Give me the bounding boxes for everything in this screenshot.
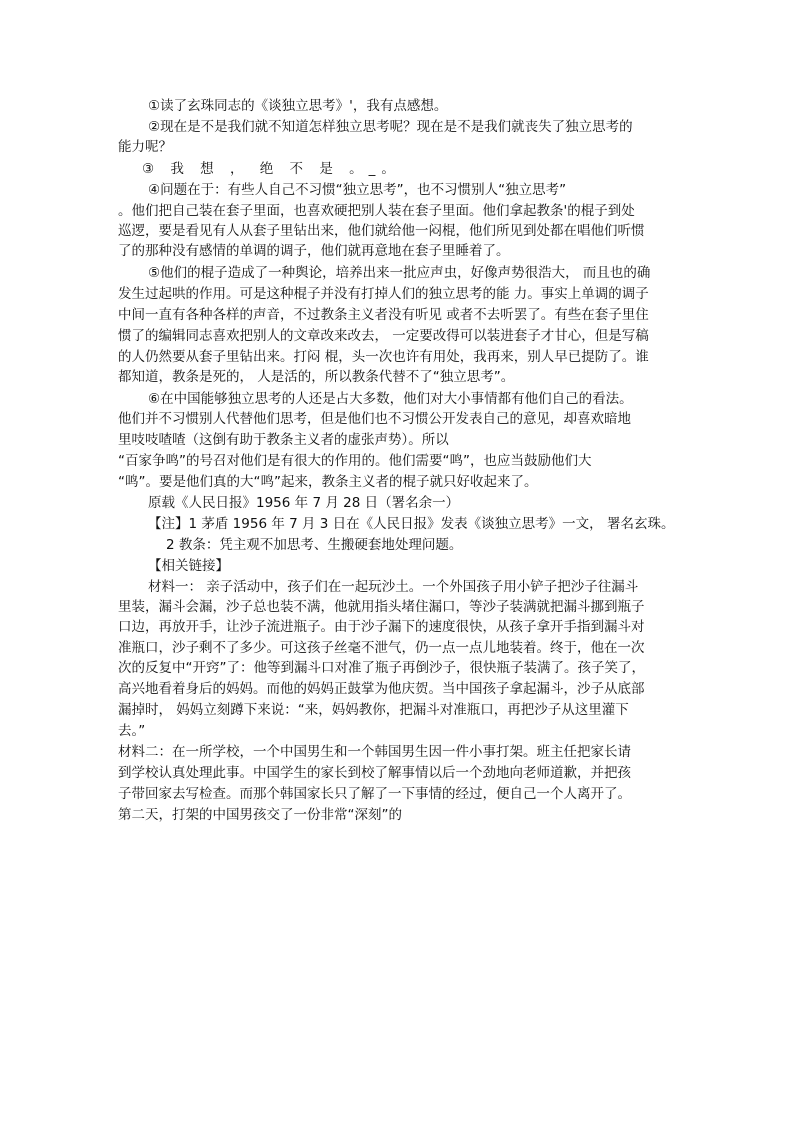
- material-1-line-3: 口边，再放开手，让沙子流进瓶子。由于沙子漏下的速度很快，从孩子拿开手指到漏斗对: [118, 619, 645, 635]
- paragraph-3-line-1: ③ 我 想 ， 绝 不 是 。_。: [142, 161, 401, 177]
- paragraph-6-line-2: 他们并不习惯别人代替他们思考，但是他们也不习惯公开发表自己的意见，却喜欢暗地: [118, 411, 631, 427]
- material-2-line-3: 第二天，打架的中国男孩交了一份非常“深刻”的: [118, 807, 402, 823]
- paragraph-5-line-6: 都知道，教条是死的， 人是活的，所以教条代替不了“独立思考”。: [118, 369, 515, 385]
- paragraph-4-line-3: 巡逻，要是看见有人从套子里钻出来，他们就给他一闷棍，他们所见到处都在唱他们听惯: [118, 223, 645, 239]
- paragraph-5-line-4: 惯了的编辑同志喜欢把别人的文章改来改去， 一定要改得可以装进套子才甘心，但是写稿: [118, 328, 649, 344]
- material-1-line-5: 次的反复中“开窍”了：他等到漏斗口对准了瓶子再倒沙子，很快瓶子装满了。孩子笑了，: [118, 660, 645, 676]
- material-1-line-9: 材料二：在一所学校，一个中国男生和一个韩国男生因一件小事打架。班主任把家长请: [118, 744, 631, 760]
- material-2-line-2: 子带回家去写检查。而那个韩国家长只了解了一下事情的经过，便自己一个人离开了。: [118, 786, 631, 802]
- paragraph-1-line-1: ①读了玄珠同志的《谈独立思考》'，我有点感想。: [148, 98, 448, 114]
- material-1-line-6: 高兴地看着身后的妈妈。而他的妈妈正鼓掌为他庆贺。当中国孩子拿起漏斗，沙子从底部: [118, 681, 645, 697]
- footnote-2: 2 教条：凭主观不加思考、生搬硬套地处理问题。: [166, 537, 463, 553]
- paragraph-6-line-5: “鸣”。要是他们真的大“鸣”起来，教条主义者的棍子就只好收起来了。: [118, 474, 538, 490]
- paragraph-5-line-1: ⑤他们的棍子造成了一种舆论，培养出来一批应声虫，好像声势很浩大， 而且也的确: [148, 265, 651, 281]
- paragraph-2-line-2: 能力呢？: [118, 139, 172, 155]
- material-1-line-2: 里装，漏斗会漏，沙子总也装不满，他就用指头堵住漏口，等沙子装满就把漏斗挪到瓶子: [118, 599, 645, 615]
- paragraph-4-line-2: 。他们把自己装在套子里面，也喜欢硬把别人装在套子里面。他们拿起教条'的棍子到处: [118, 203, 635, 219]
- paragraph-4-line-1: ④问题在于：有些人自己不习惯“独立思考”，也不习惯别人“独立思考”: [148, 182, 567, 198]
- material-1-line-8: 去。”: [118, 723, 146, 739]
- paragraph-6-line-4: “百家争鸣”的号召对他们是有很大的作用的。他们需要“鸣”，也应当鼓励他们大: [118, 453, 592, 469]
- paragraph-4-line-4: 了的那种没有感情的单调的调子，他们就再意地在套子里睡着了。: [118, 243, 510, 259]
- paragraph-5-line-2: 发生过起哄的作用。可是这种棍子并没有打掉人们的独立思考的能 力。事实上单调的调子: [118, 286, 649, 302]
- material-1-line-7: 漏掉时， 妈妈立刻蹲下来说：“来，妈妈教你，把漏斗对准瓶口，再把沙子从这里灌下: [118, 702, 629, 718]
- paragraph-6-line-1: ⑥在中国能够独立思考的人还是占大多数，他们对大小事情都有他们自己的看法。: [148, 391, 633, 407]
- material-1-line-4: 准瓶口，沙子剩不了多少。可这孩子丝毫不泄气，仍一点一点儿地装着。终于，他在一次: [118, 640, 645, 656]
- paragraph-5-line-5: 的人仍然要从套子里钻出来。打闷 棍，头一次也许有用处，我再来，别人早已提防了。谁: [118, 349, 649, 365]
- paragraph-6-line-3: 里吱吱喳喳（这倒有助于教条主义者的虚张声势）。所以: [118, 432, 449, 448]
- material-1-line-1: 材料一： 亲子活动中，孩子们在一起玩沙土。一个外国孩子用小铲子把沙子往漏斗: [148, 579, 639, 595]
- related-links-heading: 【相关链接】: [148, 558, 229, 574]
- footnote-1: 【注】1 茅盾 1956 年 7 月 3 日在《人民日报》发表《谈独立思考》一文， 署名玄珠。: [148, 516, 675, 532]
- paragraph-5-line-3: 中间一直有各种各样的声音，不过教条主义者没有听见 或者不去听罢了。有些在套子里住: [118, 307, 649, 323]
- material-2-line-1: 到学校认真处理此事。中国学生的家长到校了解事情以后一个劲地向老师道歉，并把孩: [118, 765, 631, 781]
- paragraph-2-line-1: ②现在是不是我们就不知道怎样独立思考呢？现在是不是我们就丧失了独立思考的: [148, 119, 633, 135]
- source-note: 原载《人民日报》1956 年 7 月 28 日（署名余一）: [148, 495, 460, 511]
